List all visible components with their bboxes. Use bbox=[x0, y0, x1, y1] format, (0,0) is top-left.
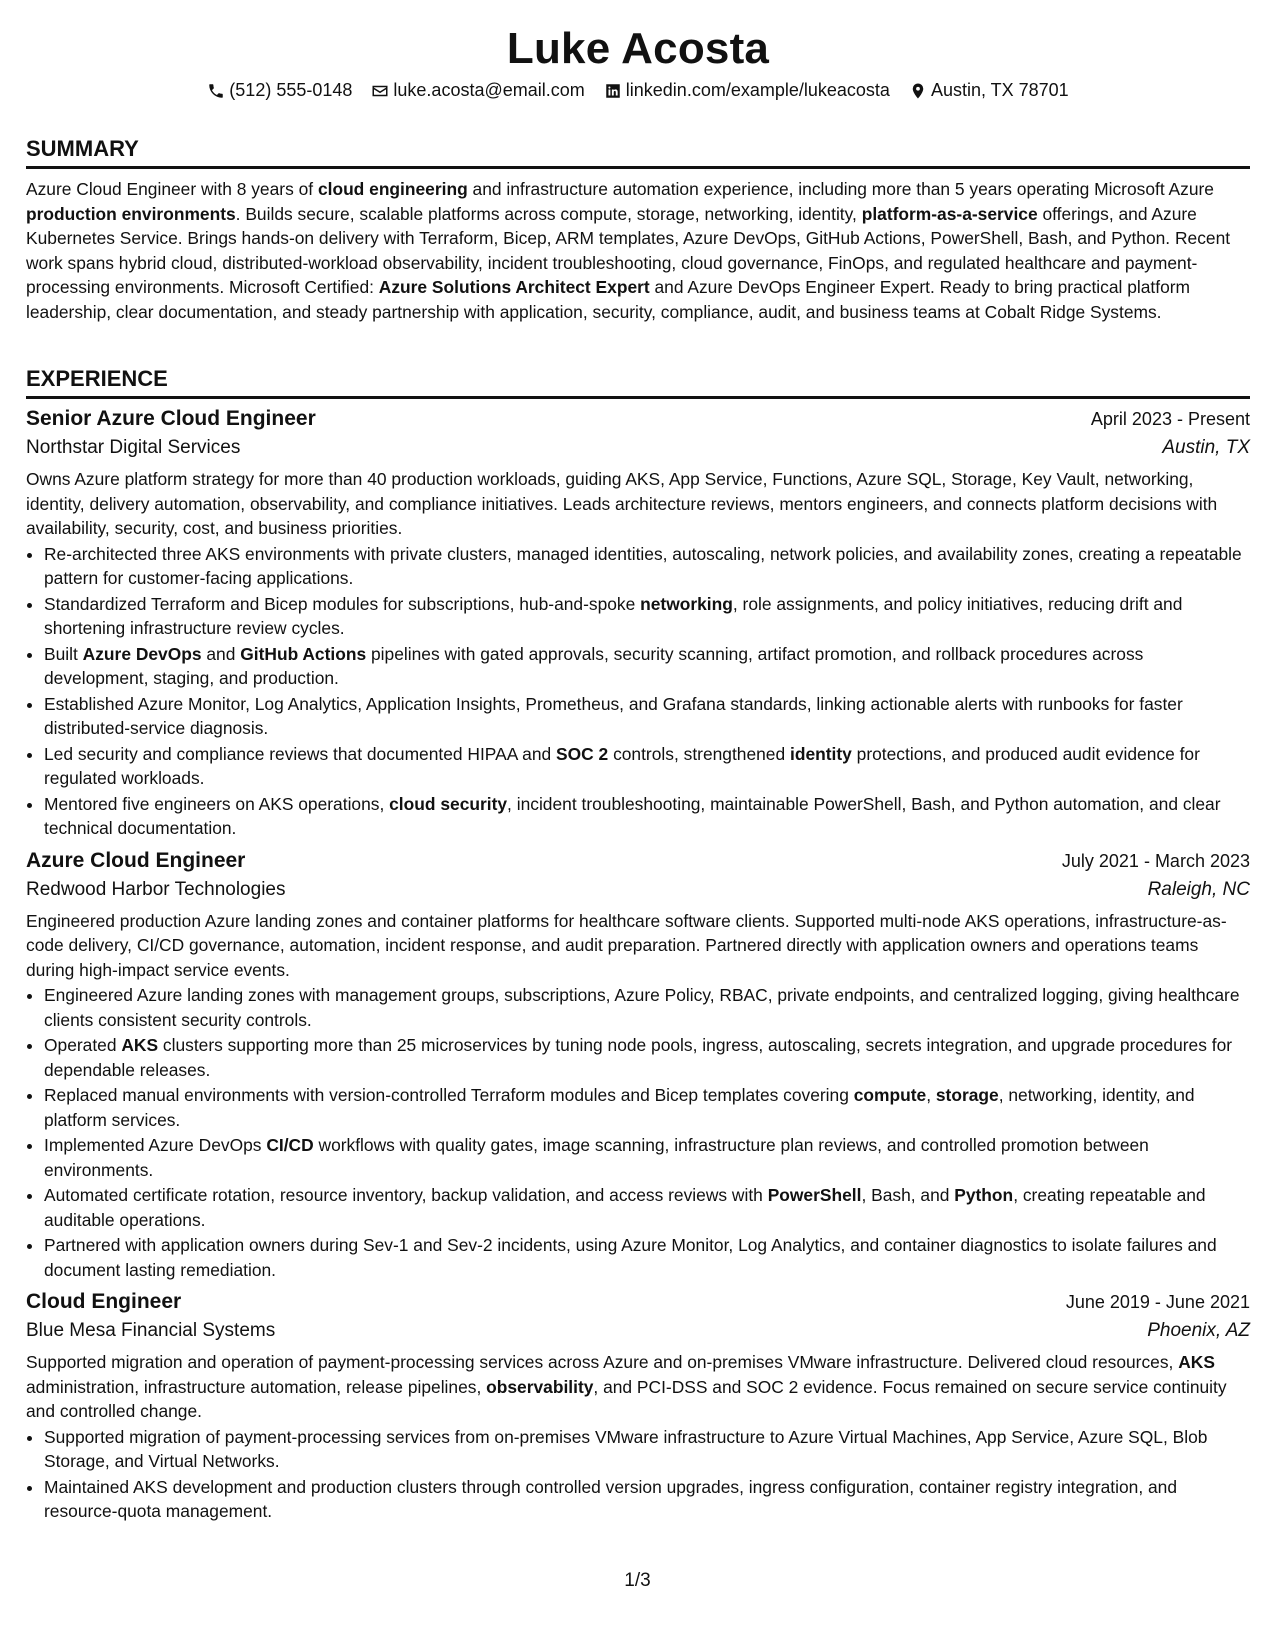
job-bullet: • Engineered Azure landing zones with management groups, subscriptions, Azure Policy, RBAC, private endpoints, and centralized logging, giving healthcare clients consistent security controls. bbox=[44, 983, 1250, 1032]
job-description: Engineered production Azure landing zones and container platforms for healthcare software clients. Supported multi-node AKS operations, infrastructure-as-code delivery, CI/CD governance, automation, incident response, and audit preparation. Partnered directly with application owners and operations teams during high-impact service events. bbox=[26, 910, 1227, 980]
job-company: Northstar Digital Services bbox=[26, 437, 241, 458]
contact-bar bbox=[26, 80, 1250, 105]
job-bullet: • Partnered with application owners during Sev-1 and Sev-2 incidents, using Azure Monitor, Log Analytics, and container diagnostics to isolate failures and document lasting remediation. bbox=[44, 1233, 1250, 1282]
job-bullet: • Mentored five engineers on AKS operations, cloud security, incident troubleshooting, maintainable PowerShell, Bash, and Python automation, and clear technical documentation. bbox=[44, 792, 1250, 841]
location-text: Austin, TX 78701 bbox=[930, 80, 1069, 100]
job-location: Austin, TX bbox=[1162, 437, 1250, 458]
job-company: Redwood Harbor Technologies bbox=[26, 878, 286, 900]
job-header bbox=[26, 1290, 1250, 1314]
job-bullet: • Automated certificate rotation, resource inventory, backup validation, and access reviews with PowerShell, Bash, and Python, creating repeatable and auditable operations. bbox=[44, 1183, 1250, 1232]
job-dates: July 2021 - March 2023 bbox=[1061, 850, 1250, 871]
job-title: Cloud Engineer bbox=[26, 1290, 182, 1313]
job-entry bbox=[26, 1290, 1250, 1524]
linkedin-text[interactable]: linkedin.com/example/lukeacosta bbox=[625, 80, 890, 100]
summary-text: Azure Cloud Engineer with 8 years of cloud engineering and infrastructure automation experience, including more than 5 years operating Microsoft Azure production environments. Builds secure, scalable platforms across compute, storage, networking, identity, platform-as-a-service offerings, and Azure Kubernetes Service. Brings hands-on delivery with Terraform, Bicep, ARM templates, Azure DevOps, GitHub Actions, PowerShell, Bash, and Python. Recent work spans hybrid cloud, distributed-workload observability, incident troubleshooting, cloud governance, FinOps, and regulated healthcare and payment-processing environments. Microsoft Certified: Azure Solutions Architect Expert and Azure DevOps Engineer Expert. Ready to bring practical platform leadership, clear documentation, and steady partnership with application, security, compliance, audit, and business teams at Cobalt Ridge Systems. bbox=[26, 179, 1231, 322]
job-bullet: • Standardized Terraform and Bicep modules for subscriptions, hub-and-spoke networking, role assignments, and policy initiatives, reducing drift and shortening infrastructure review cycles. bbox=[44, 592, 1250, 641]
job-title: Senior Azure Cloud Engineer bbox=[26, 407, 316, 430]
job-bullets bbox=[26, 542, 1250, 841]
job-bullet: • Implemented Azure DevOps CI/CD workflows with quality gates, image scanning, infrastructure plan reviews, and controlled promotion between environments. bbox=[44, 1133, 1250, 1182]
job-list bbox=[26, 407, 1250, 1524]
job-subheader bbox=[26, 1320, 1250, 1342]
job-entry bbox=[26, 407, 1250, 841]
job-subheader bbox=[26, 437, 1250, 459]
job-dates: April 2023 - Present bbox=[1090, 409, 1250, 429]
job-location: Phoenix, AZ bbox=[1147, 1320, 1250, 1341]
contact-phone bbox=[207, 80, 352, 101]
linkedin-icon bbox=[604, 82, 622, 100]
summary-heading: SUMMARY bbox=[26, 136, 1250, 169]
job-header bbox=[26, 849, 1250, 873]
job-bullet: • Operated AKS clusters supporting more than 25 microservices by tuning node pools, ingress, autoscaling, secrets integration, and upgrade procedures for dependable releases. bbox=[44, 1033, 1250, 1082]
job-bullet: • Built Azure DevOps and GitHub Actions pipelines with gated approvals, security scanning, artifact promotion, and rollback procedures across development, staging, and production. bbox=[44, 642, 1250, 691]
job-entry bbox=[26, 849, 1250, 1283]
contact-email[interactable] bbox=[371, 80, 584, 101]
job-bullet: • Re-architected three AKS environments with private clusters, managed identities, autoscaling, network policies, and availability zones, creating a repeatable pattern for customer-facing applications. bbox=[44, 542, 1250, 591]
job-bullets bbox=[26, 1425, 1250, 1524]
job-company: Blue Mesa Financial Systems bbox=[26, 1320, 276, 1341]
phone-icon bbox=[207, 82, 225, 100]
job-bullet: • Replaced manual environments with version-controlled Terraform modules and Bicep templates covering compute, storage, networking, identity, and platform services. bbox=[44, 1083, 1250, 1132]
job-header bbox=[26, 407, 1250, 431]
map-marker-icon bbox=[909, 82, 927, 100]
job-dates: June 2019 - June 2021 bbox=[1065, 1292, 1250, 1312]
candidate-name: Luke Acosta bbox=[506, 24, 770, 73]
job-description: Owns Azure platform strategy for more than 40 production workloads, guiding AKS, App Service, Functions, Azure SQL, Storage, Key Vault, networking, identity, delivery automation, observability, and compliance initiatives. Leads architecture reviews, mentors engineers, and connects platform decisions with availability, security, cost, and business priorities. bbox=[26, 469, 1218, 538]
job-description: Supported migration and operation of payment-processing services across Azure and on-premises VMware infrastructure. Delivered cloud resources, AKS administration, infrastructure automation, release pipelines, observability, and PCI-DSS and SOC 2 evidence. Focus remained on secure service continuity and controlled change. bbox=[26, 1352, 1227, 1421]
experience-section bbox=[26, 366, 1250, 1524]
email-text[interactable]: luke.acosta@email.com bbox=[393, 80, 585, 100]
envelope-icon bbox=[371, 82, 389, 100]
phone-text: (512) 555-0148 bbox=[229, 80, 353, 100]
job-bullet: • Established Azure Monitor, Log Analytics, Application Insights, Prometheus, and Grafana standards, linking actionable alerts with runbooks for faster distributed-service diagnosis. bbox=[44, 692, 1250, 741]
job-title: Azure Cloud Engineer bbox=[26, 848, 246, 872]
experience-heading: EXPERIENCE bbox=[26, 366, 1250, 399]
job-location: Raleigh, NC bbox=[1147, 878, 1250, 900]
job-subheader bbox=[26, 879, 1250, 901]
job-bullets bbox=[26, 983, 1250, 1282]
contact-location bbox=[909, 80, 1069, 101]
job-bullet: • Supported migration of payment-processing services from on-premises VMware infrastructure to Azure Virtual Machines, App Service, Azure SQL, Blob Storage, and Virtual Networks. bbox=[44, 1425, 1250, 1474]
summary-section bbox=[26, 136, 1250, 324]
page-number: 1/3 bbox=[624, 1570, 651, 1591]
job-bullet: • Led security and compliance reviews that documented HIPAA and SOC 2 controls, strengthened identity protections, and produced audit evidence for regulated workloads. bbox=[44, 742, 1250, 791]
job-bullet: • Maintained AKS development and production clusters through controlled version upgrades, ingress configuration, container registry integration, and resource-quota management. bbox=[44, 1475, 1250, 1524]
contact-linkedin[interactable] bbox=[604, 80, 890, 101]
